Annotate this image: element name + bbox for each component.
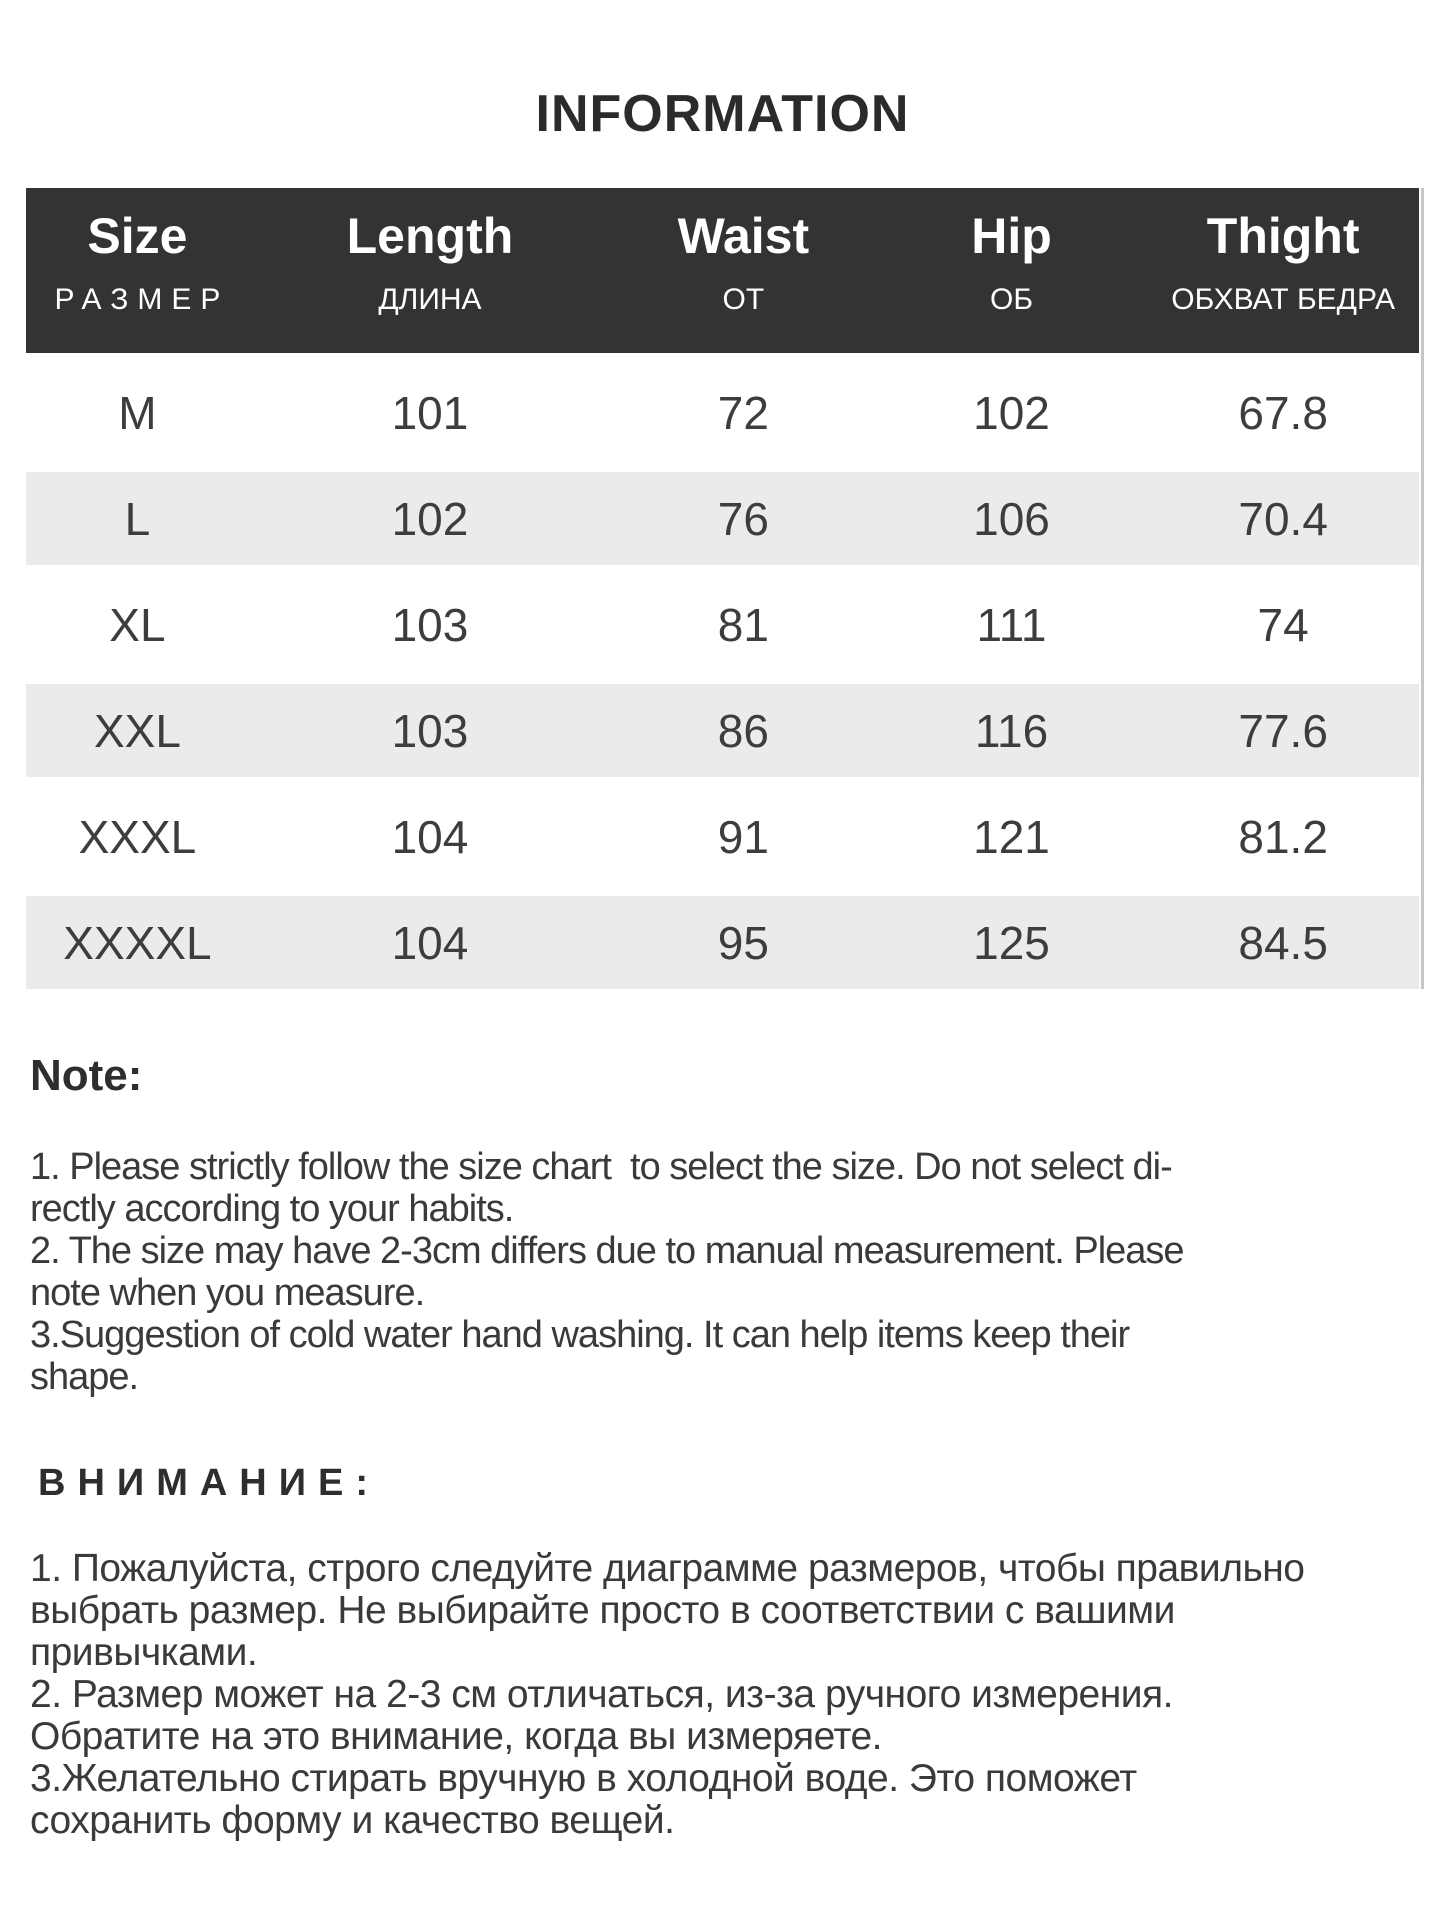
column-label: Thight <box>1206 208 1360 264</box>
cell-length: 103 <box>391 598 469 651</box>
cell-size: XL <box>109 598 166 651</box>
cell-waist: 72 <box>717 386 769 439</box>
note-line: 2. Размер может на 2-3 см отличаться, из-за ручного измерения. <box>30 1673 1173 1716</box>
note-line: note when you measure. <box>30 1272 425 1314</box>
note-line: привычками. <box>30 1631 258 1674</box>
note-line: rectly according to your habits. <box>30 1188 514 1230</box>
column-sublabel: ОТ <box>722 283 765 316</box>
cell-hip: 102 <box>973 386 1050 439</box>
cell-hip: 106 <box>973 492 1050 545</box>
note-line: выбрать размер. Не выбирайте просто в соответствии с вашими <box>30 1589 1175 1632</box>
note-line: 2. The size may have 2-3cm differs due to manual measurement. Please <box>30 1230 1184 1272</box>
cell-waist: 76 <box>717 492 769 545</box>
note-line: 1. Please strictly follow the size chart to select the size. Do not select di- <box>30 1146 1172 1188</box>
size-table <box>26 188 1424 989</box>
cell-size: L <box>124 492 151 545</box>
page-title: INFORMATION <box>535 85 910 143</box>
note-body-english <box>30 1146 1415 1398</box>
column-header-hip <box>876 188 1148 353</box>
note-body-russian <box>30 1548 1415 1842</box>
cell-hip: 121 <box>973 810 1050 863</box>
note-line: Обратите на это внимание, когда вы измеряете. <box>30 1715 882 1758</box>
cell-length: 103 <box>391 704 469 757</box>
column-header-thigh <box>1147 188 1419 353</box>
size-table-header <box>26 188 1419 353</box>
cell-length: 102 <box>391 492 469 545</box>
note-line: shape. <box>30 1356 139 1398</box>
table-row-l <box>26 472 1419 565</box>
column-header-waist <box>611 188 876 353</box>
table-row-xxxxl <box>26 896 1419 989</box>
cell-thigh: 81.2 <box>1238 810 1328 863</box>
cell-waist: 81 <box>717 598 769 651</box>
cell-hip: 111 <box>976 598 1047 651</box>
note-line: сохранить форму и качество вещей. <box>30 1799 675 1842</box>
cell-size: M <box>118 386 157 439</box>
cell-size: XXXL <box>78 810 197 863</box>
column-header-size <box>26 188 249 353</box>
cell-length: 104 <box>391 916 469 969</box>
column-sublabel: РАЗМЕР <box>54 283 230 316</box>
column-sublabel: ОБ <box>990 283 1034 316</box>
column-label: Waist <box>677 208 810 264</box>
note-heading-english: Note: <box>30 1051 143 1100</box>
cell-hip: 116 <box>974 704 1049 757</box>
cell-thigh: 84.5 <box>1238 916 1328 969</box>
cell-thigh: 77.6 <box>1238 704 1328 757</box>
column-label: Length <box>346 208 514 264</box>
table-row-xxxl <box>26 777 1419 896</box>
cell-waist: 91 <box>717 810 769 863</box>
table-row-m <box>26 353 1419 472</box>
column-label: Hip <box>971 208 1052 264</box>
cell-thigh: 70.4 <box>1238 492 1328 545</box>
cell-thigh: 67.8 <box>1238 386 1328 439</box>
cell-length: 101 <box>391 386 469 439</box>
cell-hip: 125 <box>973 916 1050 969</box>
cell-waist: 86 <box>717 704 769 757</box>
table-row-xl <box>26 565 1419 684</box>
note-line: 1. Пожалуйста, строго следуйте диаграмме размеров, чтобы правильно <box>30 1547 1305 1590</box>
cell-size: XXXXL <box>63 916 212 969</box>
column-sublabel: ДЛИНА <box>378 283 482 316</box>
column-header-length <box>249 188 611 353</box>
note-line: 3.Suggestion of cold water hand washing. It can help items keep their <box>30 1314 1130 1356</box>
cell-size: XXL <box>93 704 181 757</box>
cell-waist: 95 <box>717 916 769 969</box>
column-label: Size <box>87 208 188 264</box>
cell-thigh: 74 <box>1257 598 1309 651</box>
column-sublabel: ОБХВАТ БЕДРА <box>1171 283 1396 316</box>
cell-length: 104 <box>391 810 469 863</box>
table-row-xxl <box>26 684 1419 777</box>
note-heading-russian: ВНИМАНИЕ: <box>38 1462 381 1504</box>
note-line: 3.Желательно стирать вручную в холодной воде. Это поможет <box>30 1757 1137 1800</box>
